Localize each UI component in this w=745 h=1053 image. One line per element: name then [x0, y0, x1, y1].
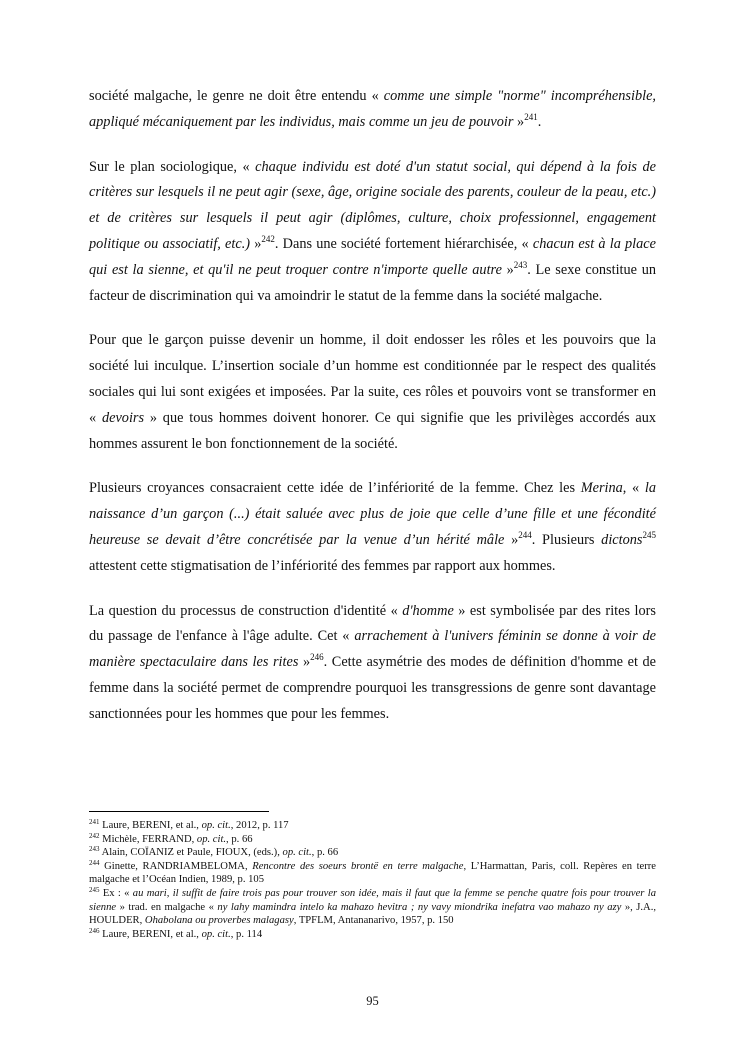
text-run: Michèle, FERRAND, — [99, 833, 197, 845]
footnote-ref: 243 — [513, 259, 528, 270]
italic-text: chaque individu est doté d'un statut social, qui dépend à la fois de critères sur lesquels il ne peut agir (sexe, âge, origine sociale des parents, couleur de la peau, etc.) et de critères sur lesquels il peut agir (diplômes, culture, choix professionnel, engagement politique ou associatif, etc.) — [89, 158, 656, 252]
text-run: Alain, COÏANIZ et Paule, FIOUX, (eds.), — [99, 847, 283, 859]
paragraph — [89, 84, 656, 136]
paragraph — [89, 599, 656, 728]
text-run: , p. 114 — [230, 928, 263, 940]
text-run: attestent cette stigmatisation de l’infériorité des femmes par rapport aux hommes. — [89, 557, 556, 574]
text-run: Laure, BERENI, et al., — [99, 820, 202, 831]
footnote-ref: 245 — [89, 885, 100, 894]
text-run: La question du processus de construction d'identité « — [89, 602, 403, 619]
text-run: , p. 66 — [226, 833, 253, 845]
text-run: Sur le plan sociologique, « — [89, 158, 256, 175]
paragraph — [89, 155, 656, 310]
italic-text: arrachement à l'univers féminin se donne à voir de manière spectaculaire dans les rites — [89, 628, 656, 671]
footnotes — [89, 819, 656, 941]
footnote-separator — [89, 811, 269, 812]
text-run: , « — [622, 480, 645, 497]
text-run: Pour que le garçon puisse devenir un homme, il doit endosser les rôles et les pouvoirs que la société lui inculque. L’insertion sociale d’un homme est conditionnée par le respect des qualités sociales qui lui sont exigées et imposées. Par la suite, ces rôles et pouvoirs vont se transformer en « — [89, 332, 656, 426]
italic-text: op. cit. — [201, 820, 231, 831]
text-run: » — [513, 113, 525, 130]
text-run: » est symbolisée par des rites lors du passage de l'enfance à l'âge adulte. Cet « — [89, 602, 656, 645]
italic-text: Ohabolana ou proverbes malagasy — [144, 915, 294, 927]
footnote-ref: 241 — [89, 818, 100, 826]
text-run: » — [504, 531, 519, 548]
italic-text: comme une simple "norme" incompréhensible, appliqué mécaniquement par les individus, mais comme un jeu de pouvoir — [89, 88, 656, 130]
text-run: . Plusieurs — [531, 531, 602, 548]
footnote — [89, 887, 656, 928]
text-run: Plusieurs croyances consacraient cette idée de l’infériorité de la femme. Chez les — [89, 480, 581, 497]
text-run: » que tous hommes doivent honorer. Ce qui signifie que les privilèges accordés aux hommes assurent le bon fonctionnement de la société. — [89, 409, 656, 452]
text-run: » — [501, 261, 514, 278]
italic-text: au mari, il suffit de faire trois pas pour trouver son idée, mais il faut que la femme se penche quatre fois pour trouver la sienne — [89, 887, 656, 913]
text-run: , TPFLM, Antananarivo, 1957, p. 150 — [293, 915, 454, 927]
text-run: . Le sexe constitue un facteur de discrimination qui va amoindrir le statut de la femme dans la société malgache. — [89, 261, 656, 304]
italic-text: la naissance d’un garçon (...) était saluée avec plus de joie que celle d’une fille et une fécondité heureuse se devait d’être concrétisée par la venue d’un hérité mâle — [89, 480, 657, 548]
text-run: , 2012, p. 117 — [230, 820, 289, 831]
footnote-ref: 242 — [261, 233, 275, 244]
paragraph — [89, 328, 656, 457]
text-run: . Dans une société fortement hiérarchisée, « — [274, 235, 533, 252]
italic-text: d'homme — [402, 602, 454, 619]
footnote-ref: 242 — [89, 831, 100, 840]
footnote — [89, 928, 656, 942]
footnote-ref: 246 — [310, 652, 324, 663]
footnote-ref: 241 — [524, 111, 538, 122]
text-run: Laure, BERENI, et al., — [99, 928, 202, 940]
page-number: 95 — [366, 994, 379, 1008]
italic-text: ny lahy mamindra intelo ka mahazo hevitra ; ny vavy miondrika inefatra vao mahazo ny azy — [217, 901, 622, 913]
text-run: Ex : « — [99, 887, 133, 899]
italic-text: Merina — [580, 480, 623, 497]
text-run: » trad. en malgache « — [116, 901, 218, 913]
italic-text: op. cit. — [201, 928, 231, 940]
text-run: Ginette, RANDRIAMBELOMA, — [99, 860, 253, 872]
body-text — [89, 84, 656, 747]
text-run: . — [537, 113, 542, 130]
footnote-ref: 244 — [89, 858, 100, 867]
text-run: , p. 66 — [311, 847, 339, 859]
italic-text: dictons — [601, 531, 643, 548]
footnote-ref: 246 — [89, 926, 100, 935]
footnote-ref: 243 — [89, 845, 100, 854]
text-run: société malgache, le genre ne doit être entendu « — [89, 88, 384, 104]
text-run: » — [250, 235, 262, 252]
footnote-ref: 245 — [642, 529, 656, 540]
italic-text: chacun est à la place qui est la sienne, et qu'il ne peut troquer contre n'importe quelle autre — [89, 235, 656, 278]
footnote — [89, 860, 656, 887]
text-run: », J.A., HOULDER, — [89, 901, 657, 927]
italic-text: Rencontre des soeurs brontë en terre malgache — [252, 860, 464, 872]
text-run: , L’Harmattan, Paris, coll. Repères en terre malgache et l’Océan Indien, 1989, p. 105 — [89, 860, 656, 886]
italic-text: devoirs — [101, 409, 145, 426]
text-run: » — [298, 654, 311, 671]
footnote — [89, 819, 656, 833]
footnote-ref: 244 — [518, 529, 532, 540]
footnote — [89, 846, 656, 860]
italic-text: op. cit. — [196, 833, 227, 845]
text-run: . Cette asymétrie des modes de définition d'homme et de femme dans la société permet de comprendre pourquoi les transgressions de genre sont davantage sanctionnées pour les hommes que pour les femmes. — [89, 654, 656, 722]
footnote — [89, 833, 656, 847]
paragraph — [89, 476, 656, 579]
italic-text: op. cit. — [282, 847, 312, 859]
